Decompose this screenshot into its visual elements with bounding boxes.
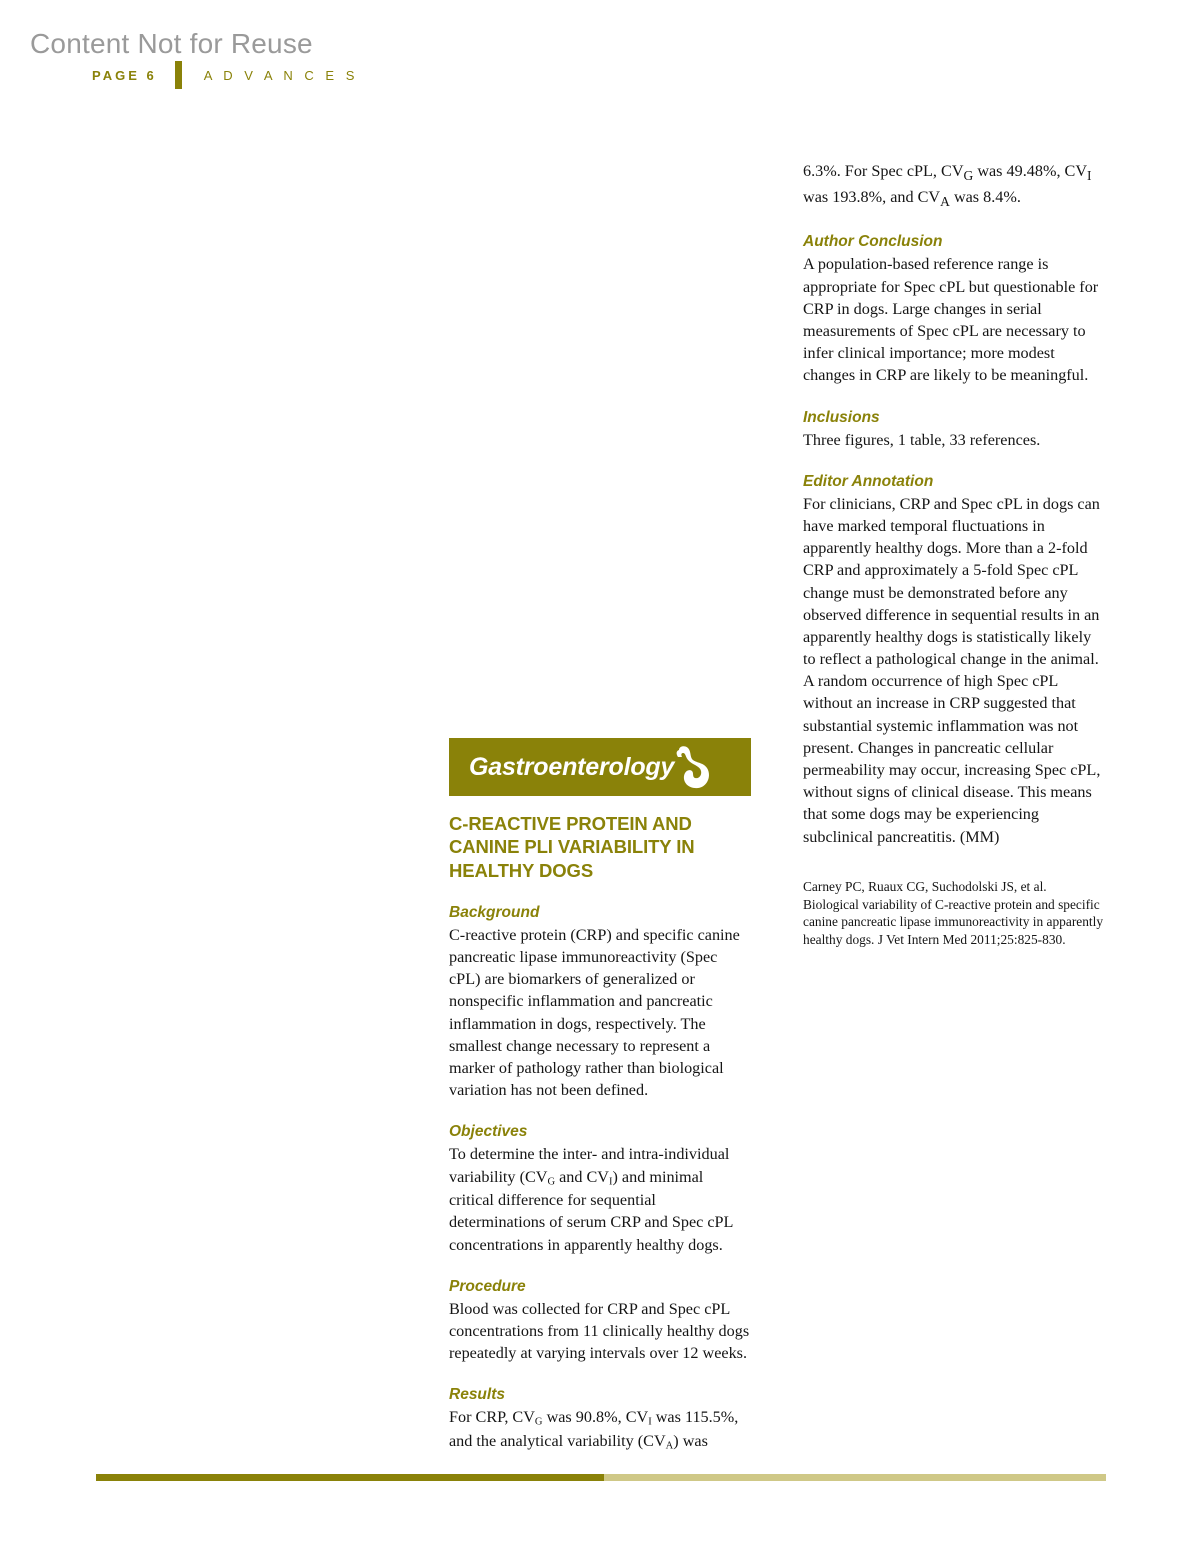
section-heading: Author Conclusion xyxy=(803,233,943,251)
results-continuation: 6.3%. For Spec cPL, $CV_G$ was 49.48%, $CV_I$ was 193.8%, and $CV_A$ was 8.4%. xyxy=(803,162,1092,209)
section-author-conclusion xyxy=(803,233,1105,386)
section-procedure xyxy=(449,1278,751,1365)
running-head-divider xyxy=(175,61,182,89)
section-heading: Results xyxy=(449,1386,505,1404)
section-objectives xyxy=(449,1123,751,1255)
article-title: C-REACTIVE PROTEIN AND CANINE PLI VARIABILITY IN HEALTHY DOGS xyxy=(449,813,695,881)
section-results xyxy=(449,1386,751,1453)
watermark-text: Content Not for Reuse xyxy=(30,28,313,59)
footer-rule-light xyxy=(604,1474,1106,1481)
running-head xyxy=(92,60,358,90)
section-body: Blood was collected for CRP and Spec cPL concentrations from 11 clinically healthy dogs repeatedly at varying intervals over 12 weeks. xyxy=(449,1299,750,1363)
article-column-right xyxy=(803,160,1105,949)
publication-name: A D V A N C E S xyxy=(203,67,359,83)
section-body: For CRP, $CV_G$ was 90.8%, $CV_I$ was 115.5%, and the analytical variability $(CV_A)$ was xyxy=(449,1408,739,1452)
section-heading: Objectives xyxy=(449,1123,528,1141)
section-editor-annotation xyxy=(803,473,1105,848)
stomach-icon xyxy=(665,744,717,795)
citation-text: Carney PC, Ruaux CG, Suchodolski JS, et al. Biological variability of C-reactive protein and specific canine pancreatic lipase immunoreactivity in apparently healthy dogs. J Vet Intern Med 2011;25:825-830. xyxy=(803,878,1104,948)
section-background xyxy=(449,904,751,1102)
section-heading: Background xyxy=(449,903,540,921)
section-heading: Inclusions xyxy=(803,408,880,426)
section-body: For clinicians, CRP and Spec cPL in dogs can have marked temporal fluctuations in apparently healthy dogs. More than a 2-fold CRP and approximately a 5-fold Spec cPL change must be demonstrated before any observed difference in sequential results in an apparently healthy dogs is statistically likely to reflect a pathological change in the animal. A random occurrence of high Spec cPL without an increase in CRP suggested that substantial systemic inflammation was not present. Changes in pancreatic cellular permeability may occur, increasing Spec cPL, without signs of clinical disease. This means that some dogs may be experiencing subclinical pancreatitis. (MM) xyxy=(803,494,1101,846)
section-body: C-reactive protein (CRP) and specific canine pancreatic lipase immunoreactivity (Spec cPL) are biomarkers of generalized or nonspecific inflammation and pancreatic inflammation in dogs, respectively. The smallest change necessary to represent a marker of pathology rather than biological variation has not been defined. xyxy=(449,925,740,1100)
section-body: To determine the inter- and intra-individual variability ($CV_G$ and $CV_I$) and minimal critical difference for sequential determinations of serum CRP and Spec cPL concentrations in apparently healthy dogs. xyxy=(449,1145,733,1254)
section-banner xyxy=(449,738,751,796)
footer-rule-dark xyxy=(96,1474,604,1481)
section-body: A population-based reference range is appropriate for Spec cPL but questionable for CRP in dogs. Large changes in serial measurements of Spec cPL are necessary to infer clinical importance; more modest changes in CRP are likely to be meaningful. xyxy=(803,255,1099,385)
section-inclusions xyxy=(803,409,1105,451)
section-heading: Procedure xyxy=(449,1277,526,1295)
section-banner-title: Gastroenterology xyxy=(469,752,675,781)
article-column-left xyxy=(449,738,751,1454)
section-body: Three figures, 1 table, 33 references. xyxy=(803,430,1041,449)
section-heading: Editor Annotation xyxy=(803,472,934,490)
page-number-label: PAGE 6 xyxy=(92,67,157,83)
